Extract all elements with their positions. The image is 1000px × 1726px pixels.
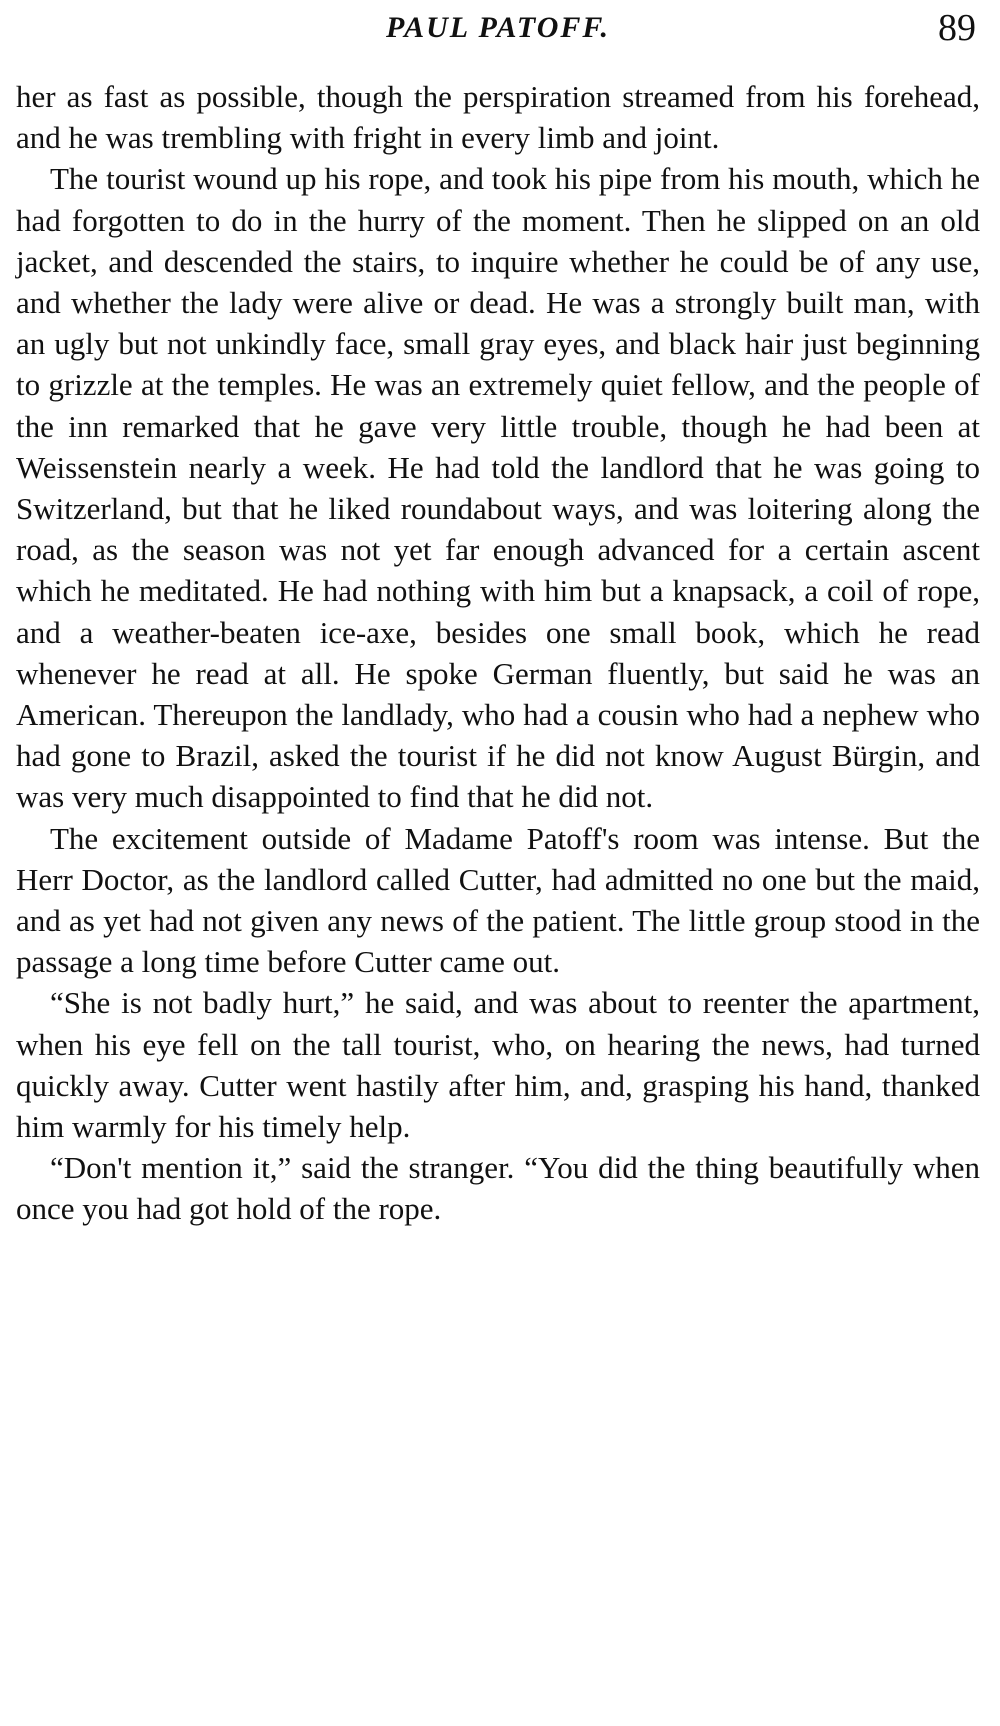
running-header — [20, 8, 976, 60]
paragraph-not-badly-hurt: “She is not badly hurt,” he said, and was about to reenter the apartment, when his eye fell on the tall tourist, who, on hearing the news, had turned quickly away. Cutter went hastily after him, and, grasping his hand, thanked him warmly for his timely help. — [16, 985, 980, 1145]
running-title: PAUL PATOFF. — [385, 11, 611, 44]
paragraph-dont-mention-it: “Don't mention it,” said the stranger. “You did the thing beautifully when once you had got hold of the rope. — [16, 1150, 980, 1227]
paragraph-excitement: The excitement outside of Madame Patoff's room was intense. But the Herr Doctor, as the landlord called Cutter, had admitted no one but the maid, and as yet had not given any news of the patient. The little group stood in the passage a long time before Cutter came out. — [16, 820, 980, 980]
body-text — [16, 76, 980, 1230]
paragraph-tourist: The tourist wound up his rope, and took his pipe from his mouth, which he had forgotten to do in the hurry of the moment. Then he slipped on an old jacket, and descended the stairs, to inquire whether he could be of any use, and whether the lady were alive or dead. He was a strongly built man, with an ugly but not unkindly face, small gray eyes, and black hair just beginning to grizzle at the temples. He was an extremely quiet fellow, and the people of the inn remarked that he gave very little trouble, though he had been at Weissenstein nearly a week. He had told the landlord that he was going to Switzerland, but that he liked roundabout ways, and was loitering along the road, as the season was not yet far enough advanced for a certain ascent which he meditated. He had nothing with him but a knapsack, a coil of rope, and a weather-beaten ice-axe, besides one small book, which he read whenever he read at all. He spoke German fluently, but said he was an American. Thereupon the landlady, who had a cousin who had a nephew who had gone to Brazil, asked the tourist if he did not know August Bürgin, and was very much disappointed to find that he did not. — [16, 161, 980, 815]
paragraph-continued: her as fast as possible, though the perspiration streamed from his forehead, and he was trembling with fright in every limb and joint. — [16, 79, 980, 156]
page-number: 89 — [938, 7, 976, 49]
